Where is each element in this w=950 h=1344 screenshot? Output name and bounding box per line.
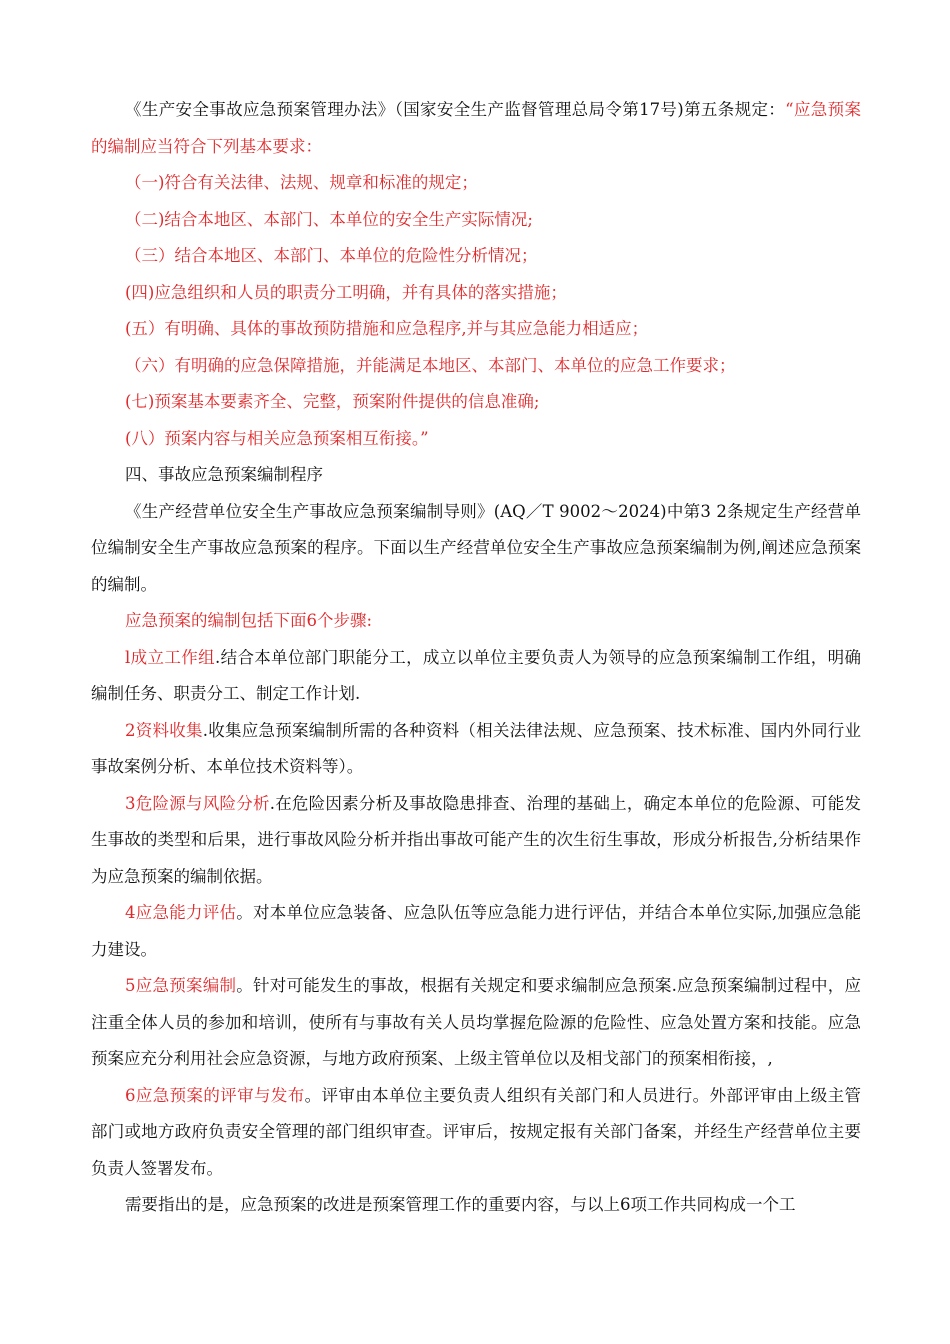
step-3-paragraph — [91, 786, 861, 896]
paragraph-text: 《生产经营单位安全生产事故应急预案编制导则》(AQ／T 9002～2024)中第3 2条规定生产经营单位编制安全生产事故应急预案的程序。下面以生产经营单位安全生产事故应急预案编制为例,阐述应急预案的编制。 — [91, 501, 861, 594]
paragraph-text: 需要指出的是，应急预案的改进是预案管理工作的重要内容，与以上6项工作共同构成一个工 — [125, 1195, 796, 1214]
step-body: 。评审由本单位主要负责人组织有关部门和人员进行。外部评审由上级主管部门或地方政府负责安全管理的部门组织审查。评审后，按规定报有关部门备案，并经生产经营单位主要负责人签署发布。 — [91, 1085, 862, 1178]
step-title: 2资料收集 — [125, 720, 203, 740]
step-body: 。针对可能发生的事故，根据有关规定和要求编制应急预案.应急预案编制过程中，应注重全体人员的参加和培训，使所有与事故有关人员均掌握危险源的危险性、应急处置方案和技能。应急预案应充分利用社会应急资源，与地方政府预案、上级主管单位以及相戈部门的预案相衔接，, — [91, 976, 862, 1068]
step-1-paragraph — [91, 640, 861, 713]
step-2-paragraph — [91, 713, 861, 786]
section-heading — [91, 457, 861, 494]
step-body: 。对本单位应急装备、应急队伍等应急能力进行评估，并结合本单位实际,加强应急能力建设。 — [91, 903, 862, 959]
step-title: 6应急预案的评审与发布 — [125, 1085, 305, 1105]
paragraph-quote-text: “应急预案的编制应当符合下列基本要求： — [91, 100, 862, 156]
requirement-item-5 — [91, 311, 861, 348]
requirement-item-4 — [91, 275, 861, 312]
step-title: 5应急预案编制 — [125, 976, 237, 995]
paragraph-text: (七)预案基本要素齐全、完整，预案附件提供的信息准确; — [125, 392, 540, 411]
regulation-intro-paragraph — [91, 92, 861, 165]
paragraph-text: (五）有明确、具体的事故预防措施和应急程序,并与其应急能力相适应； — [125, 319, 649, 338]
step-5-paragraph — [91, 968, 861, 1078]
step-body: .收集应急预案编制所需的各种资料（相关法律法规、应急预案、技术标准、国内外同行业事故案例分析、本单位技术资料等）。 — [91, 720, 862, 776]
paragraph-text: (四)应急组织和人员的职责分工明确，并有具体的落实措施； — [125, 282, 567, 302]
paragraph-text: (八）预案内容与相关应急预案相互衔接。” — [125, 428, 429, 448]
requirement-item-6 — [91, 348, 861, 385]
step-title: 3危险源与风险分析 — [125, 793, 270, 813]
step-4-paragraph — [91, 895, 861, 968]
paragraph-text: 应急预案的编制包括下面6个步骤: — [125, 611, 373, 630]
paragraph-text: （六）有明确的应急保障措施，并能满足本地区、本部门、本单位的应急工作要求； — [125, 355, 736, 375]
step-body: .结合本单位部门职能分工，成立以单位主要负责人为领导的应急预案编制工作组，明确编制任务、职责分工、制定工作计划. — [91, 647, 862, 703]
requirement-item-8 — [91, 421, 861, 458]
requirement-item-7 — [91, 384, 861, 421]
document-page — [91, 92, 861, 1224]
step-body: .在危险因素分析及事故隐患排查、治理的基础上，确定本单位的危险源、可能发生事故的类型和后果，进行事故风险分析并指出事故可能产生的次生衍生事故，形成分析报告,分析结果作为应急预案的编制依据。 — [91, 793, 861, 886]
step-title: l成立工作组 — [125, 647, 215, 667]
paragraph-text: （一)符合有关法律、法规、规章和标准的规定； — [125, 173, 478, 192]
step-title: 4应急能力评估 — [125, 903, 237, 922]
requirement-item-1 — [91, 165, 861, 202]
requirement-item-3 — [91, 238, 861, 275]
requirement-item-2 — [91, 202, 861, 239]
paragraph-text: （二)结合本地区、本部门、本单位的安全生产实际情况; — [125, 209, 533, 229]
closing-paragraph — [91, 1187, 861, 1224]
step-6-paragraph — [91, 1078, 861, 1188]
paragraph-text: 《生产安全事故应急预案管理办法》（国家安全生产监督管理总局令第17号)第五条规定： — [125, 100, 786, 119]
paragraph-text: 四、事故应急预案编制程序 — [125, 465, 323, 484]
steps-intro-paragraph — [91, 603, 861, 640]
paragraph-text: （三）结合本地区、本部门、本单位的危险性分析情况； — [125, 246, 538, 265]
guideline-paragraph — [91, 494, 861, 604]
